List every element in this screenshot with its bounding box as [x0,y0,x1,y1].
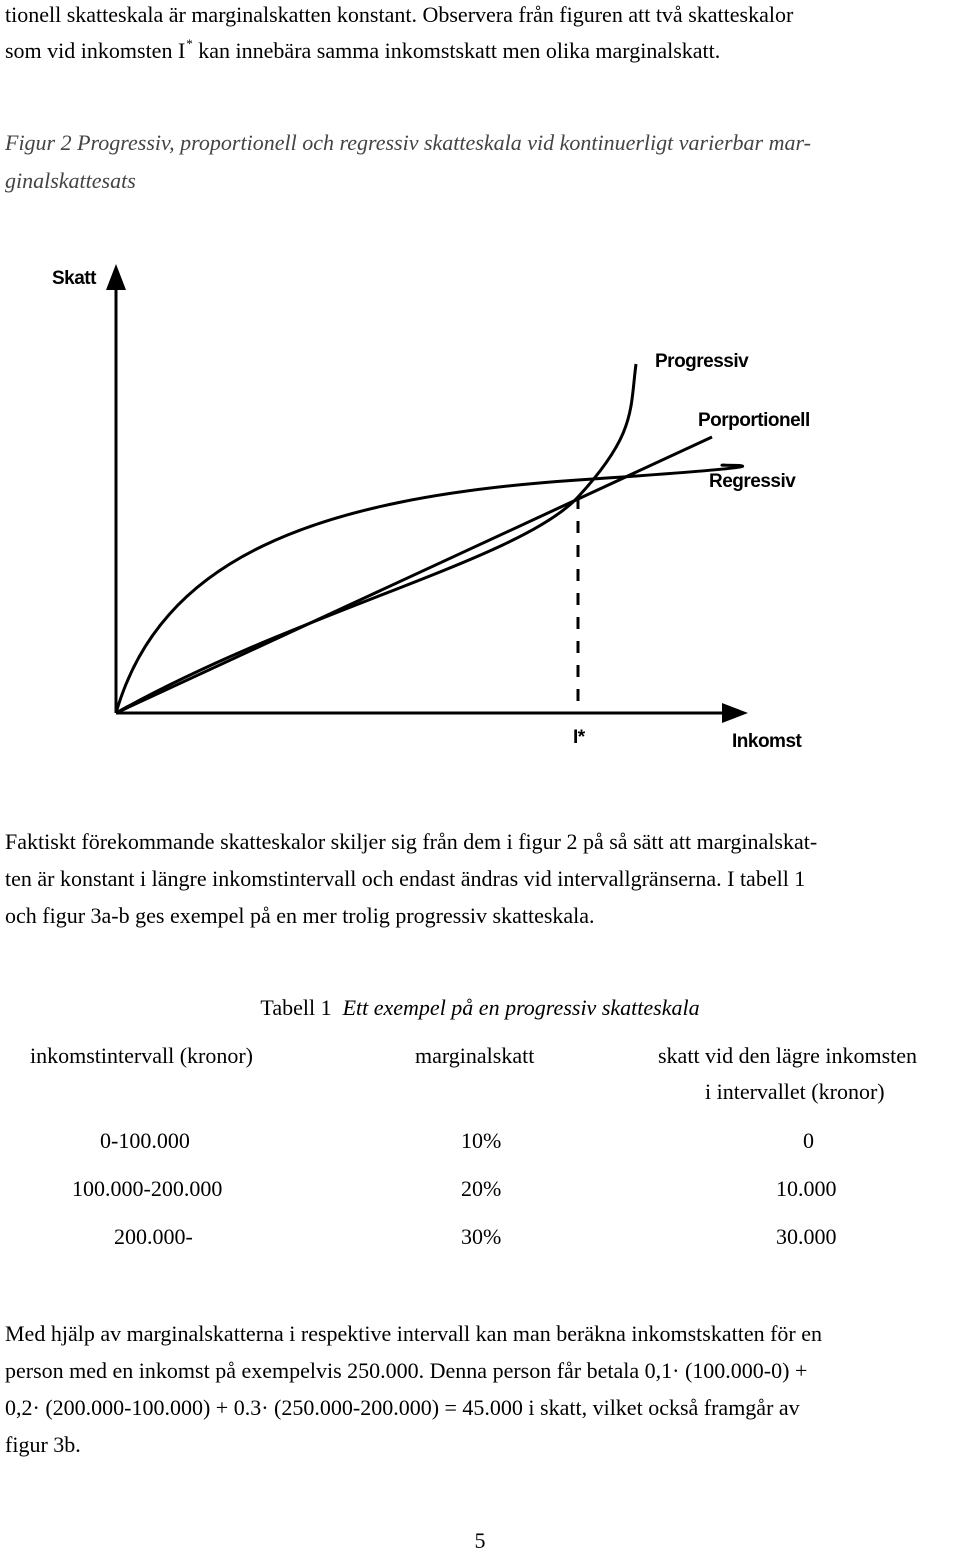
regressive-curve [116,465,743,713]
figure-caption-line-1: Figur 2 Progressiv, proportionell och regressiv skatteskala vid kontinuerligt varierbar mar- [5,130,811,155]
paragraph-1 [5,823,817,934]
table-cell-tax: 10.000 [776,1176,837,1201]
paragraph-1-line: ten är konstant i längre inkomstintervall och endast ändras vid intervallgränserna. I tabell 1 [5,866,806,891]
figure-caption-line-2: ginalskattesats [5,168,136,193]
table-cell-interval: 100.000-200.000 [72,1176,223,1201]
table-header-tax-line-2: i intervallet (kronor) [705,1079,885,1104]
x-axis-label: Inkomst [732,731,802,752]
table-cell-tax: 30.000 [776,1224,837,1249]
table-cell-marginal: 10% [461,1128,502,1153]
proportional-label: Porportionell [698,410,810,431]
y-axis-arrow-icon [106,264,126,290]
table-cell-interval: 200.000- [114,1224,193,1249]
progressive-label: Progressiv [655,351,749,372]
body-text-line-2-start: som vid inkomsten I [5,38,186,63]
body-text-line-2-end: kan innebära samma inkomstskatt men olika marginalskatt. [192,38,721,63]
y-axis-label: Skatt [52,268,96,289]
paragraph-1-line: Faktiskt förekommande skatteskalor skiljer sig från dem i figur 2 på så sätt att marginalskat- [5,829,818,854]
table-cell-interval: 0-100.000 [100,1128,190,1153]
table-header-tax-line-1: skatt vid den lägre inkomsten [658,1043,918,1068]
x-axis-arrow-icon [722,703,748,723]
tax-scale-figure [0,250,960,760]
regressive-label: Regressiv [709,471,796,492]
progressive-curve [116,364,636,713]
table-title-italic: Ett exempel på en progressiv skatteskala [342,995,700,1020]
table-title [0,995,960,1021]
body-text-line-1: tionell skatteskala är marginalskatten konstant. Observera från figuren att två skatteskalor [5,2,794,27]
table-cell-marginal: 30% [461,1224,502,1249]
table-cell-tax: 0 [803,1128,814,1153]
table-header-interval: inkomstintervall (kronor) [30,1043,254,1068]
paragraph-2-line: 0,2· (200.000-100.000) + 0.3· (250.000-200.000) = 45.000 i skatt, vilket också framgår av [5,1395,800,1420]
table-title-prefix: Tabell 1 [260,995,332,1020]
paragraph-1-line: och figur 3a-b ges exempel på en mer trolig progressiv skatteskala. [5,903,595,928]
paragraph-2-line: figur 3b. [5,1432,81,1457]
paragraph-2-line: person med en inkomst på exempelvis 250.000. Denna person får betala 0,1· (100.000-0) + [5,1358,808,1383]
paragraph-2-line: Med hjälp av marginalskatterna i respektive intervall kan man beräkna inkomstskatten för en [5,1321,822,1346]
table-cell-marginal: 20% [461,1176,502,1201]
body-text-line-2 [5,38,720,64]
table-header-marginal: marginalskatt [415,1043,535,1068]
page-number: 5 [474,1528,486,1553]
superscript-star: * [186,36,193,51]
i-star-label: I* [573,727,585,748]
paragraph-2 [5,1315,822,1463]
